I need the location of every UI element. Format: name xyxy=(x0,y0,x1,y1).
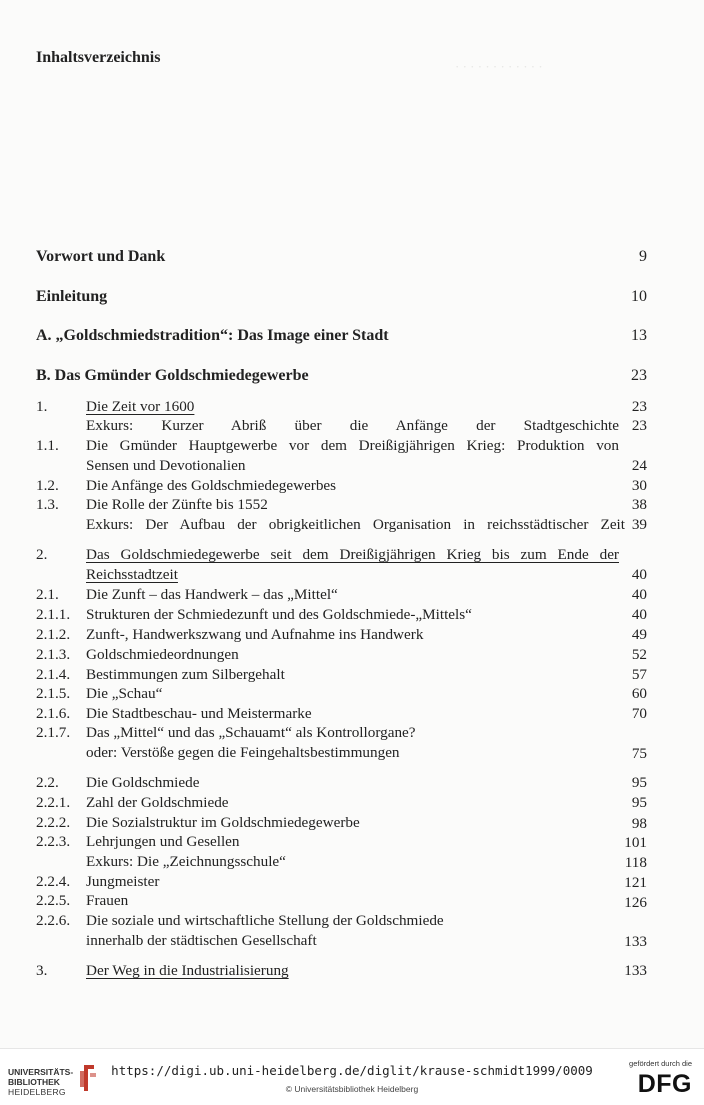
entry-number: 2.1.6. xyxy=(36,705,71,722)
entry-page: 23 xyxy=(631,398,647,415)
entry-number: 2.2.6. xyxy=(36,912,71,929)
entry-number: 2.2. xyxy=(36,774,59,791)
entry-page: 118 xyxy=(624,854,647,871)
toc-section-page: 10 xyxy=(631,288,647,305)
entry-number: 1.1. xyxy=(36,437,59,454)
entry-number: 2.1. xyxy=(36,586,59,603)
entry-page: 24 xyxy=(631,457,647,474)
toc-section-page: 9 xyxy=(639,248,647,265)
entry-page: 126 xyxy=(624,894,647,911)
entry-number: 2.2.2. xyxy=(36,814,71,831)
entry-page: 121 xyxy=(624,874,647,891)
footer-bar xyxy=(0,1048,704,1105)
toc-section-page: 13 xyxy=(631,327,647,344)
entry-number: 2.1.5. xyxy=(36,685,71,702)
toc-section-title: B. Das Gmünder Goldschmiedegewerbe xyxy=(36,367,309,384)
entry-page: 40 xyxy=(631,586,647,603)
entry-title: Lehrjungen und Gesellen xyxy=(86,833,240,850)
entry-title: Die Stadtbeschau- und Meistermarke xyxy=(86,705,312,722)
entry-title: Strukturen der Schmiedezunft und des Goldschmiede-„Mittels“ xyxy=(86,606,472,623)
copyright-notice: © Universitätsbibliothek Heidelberg xyxy=(285,1084,419,1094)
library-name-line2: BIBLIOTHEK xyxy=(8,1077,60,1087)
funding-label: gefördert durch die xyxy=(629,1059,692,1068)
entry-page: 95 xyxy=(631,794,647,811)
entry-title: Die Sozialstruktur im Goldschmiedegewerbe xyxy=(86,814,360,831)
entry-number: 2.2.5. xyxy=(36,892,71,909)
entry-number: 1. xyxy=(36,398,48,415)
entry-number: 2.1.2. xyxy=(36,626,71,643)
entry-title: Die Rolle der Zünfte bis 1552 xyxy=(86,496,268,513)
entry-page: 98 xyxy=(631,815,647,832)
toc-section-title: A. „Goldschmiedstradition“: Das Image einer Stadt xyxy=(36,327,389,344)
toc-section-page: 23 xyxy=(631,367,647,384)
entry-number: 2.1.7. xyxy=(36,724,71,741)
toc-section-title: Vorwort und Dank xyxy=(36,248,166,265)
entry-title-line2: innerhalb der städtischen Gesellschaft xyxy=(86,932,317,949)
entry-title-line2: Reichsstadtzeit xyxy=(86,566,178,583)
entry-page: 40 xyxy=(631,606,647,623)
entry-title: Exkurs: Der Aufbau der obrigkeitlichen Organisation in reichsstädtischer Zeit xyxy=(86,516,625,533)
entry-title: Die Zeit vor 1600 xyxy=(86,398,195,415)
page-title: Inhaltsverzeichnis xyxy=(36,49,161,66)
entry-title: Zahl der Goldschmiede xyxy=(86,794,229,811)
entry-page: 39 xyxy=(631,516,647,533)
entry-page: 75 xyxy=(631,745,647,762)
entry-page: 40 xyxy=(631,566,647,583)
entry-page: 23 xyxy=(631,417,647,434)
toc-section[interactable] xyxy=(36,288,647,306)
entry-page: 38 xyxy=(631,496,647,513)
entry-title: Bestimmungen zum Silbergehalt xyxy=(86,666,285,683)
entry-title: Das Goldschmiedegewerbe seit dem Dreißigjährigen Krieg bis zum Ende der xyxy=(86,546,619,563)
entry-number: 1.3. xyxy=(36,496,59,513)
entry-title: Die Zunft – das Handwerk – das „Mittel“ xyxy=(86,586,338,603)
entry-page: 52 xyxy=(631,646,647,663)
entry-page: 57 xyxy=(631,666,647,683)
entry-page: 95 xyxy=(631,774,647,791)
entry-title: Die soziale und wirtschaftliche Stellung der Goldschmiede xyxy=(86,912,444,929)
entry-title: Die Anfänge des Goldschmiedegewerbes xyxy=(86,477,337,494)
entry-title: Zunft-, Handwerkszwang und Aufnahme ins Handwerk xyxy=(86,626,424,643)
entry-page: 133 xyxy=(624,933,647,950)
dfg-logo[interactable]: DFG xyxy=(637,1070,692,1098)
entry-page: 70 xyxy=(631,705,647,722)
entry-number: 2.2.3. xyxy=(36,833,71,850)
toc-section[interactable] xyxy=(36,248,647,266)
toc-section[interactable] xyxy=(36,327,647,345)
entry-title: Jungmeister xyxy=(86,873,160,890)
entry-title: Das „Mittel“ und das „Schauamt“ als Kontrollorgane? xyxy=(86,724,416,741)
entry-number: 2. xyxy=(36,546,48,563)
entry-number: 2.1.1. xyxy=(36,606,71,623)
entry-title: Frauen xyxy=(86,892,129,909)
entry-title: Goldschmiedeordnungen xyxy=(86,646,239,663)
entry-page: 60 xyxy=(631,685,647,702)
entry-title-line2: Sensen und Devotionalien xyxy=(86,457,246,474)
entry-number: 2.2.1. xyxy=(36,794,71,811)
entry-page: 49 xyxy=(631,626,647,643)
toc-entry[interactable] xyxy=(36,723,647,763)
entry-number: 2.1.4. xyxy=(36,666,71,683)
source-url-link[interactable]: https://digi.ub.uni-heidelberg.de/diglit/krause-schmidt1999/0009 xyxy=(111,1063,593,1078)
entry-title: Exkurs: Die „Zeichnungsschule“ xyxy=(86,853,286,870)
entry-page: 101 xyxy=(624,834,647,851)
entry-number: 1.2. xyxy=(36,477,59,494)
entry-title: Die „Schau“ xyxy=(86,685,163,702)
library-name-line3: HEIDELBERG xyxy=(8,1087,66,1097)
entry-number: 3. xyxy=(36,962,48,979)
library-name-line1: UNIVERSITÄTS- xyxy=(8,1067,74,1077)
entry-page: 30 xyxy=(631,477,647,494)
entry-page: 133 xyxy=(624,962,647,979)
entry-title: Der Weg in die Industrialisierung xyxy=(86,962,289,979)
toc-entry[interactable] xyxy=(36,436,647,476)
toc-section-title: Einleitung xyxy=(36,288,108,305)
entry-number: 2.1.3. xyxy=(36,646,71,663)
toc-entry[interactable] xyxy=(36,545,647,585)
entry-title: Exkurs: Kurzer Abriß über die Anfänge der Stadtgeschichte xyxy=(86,417,619,434)
entry-title: Die Gmünder Hauptgewerbe vor dem Dreißigjährigen Krieg: Produktion von xyxy=(86,437,619,454)
toc-section[interactable] xyxy=(36,367,647,385)
entry-title-line2: oder: Verstöße gegen die Feingehaltsbestimmungen xyxy=(86,744,400,761)
entry-title: Die Goldschmiede xyxy=(86,774,200,791)
toc-entry[interactable] xyxy=(36,911,647,951)
entry-number: 2.2.4. xyxy=(36,873,71,890)
bleed-through: · · · · · · · · · · · · xyxy=(455,59,543,74)
